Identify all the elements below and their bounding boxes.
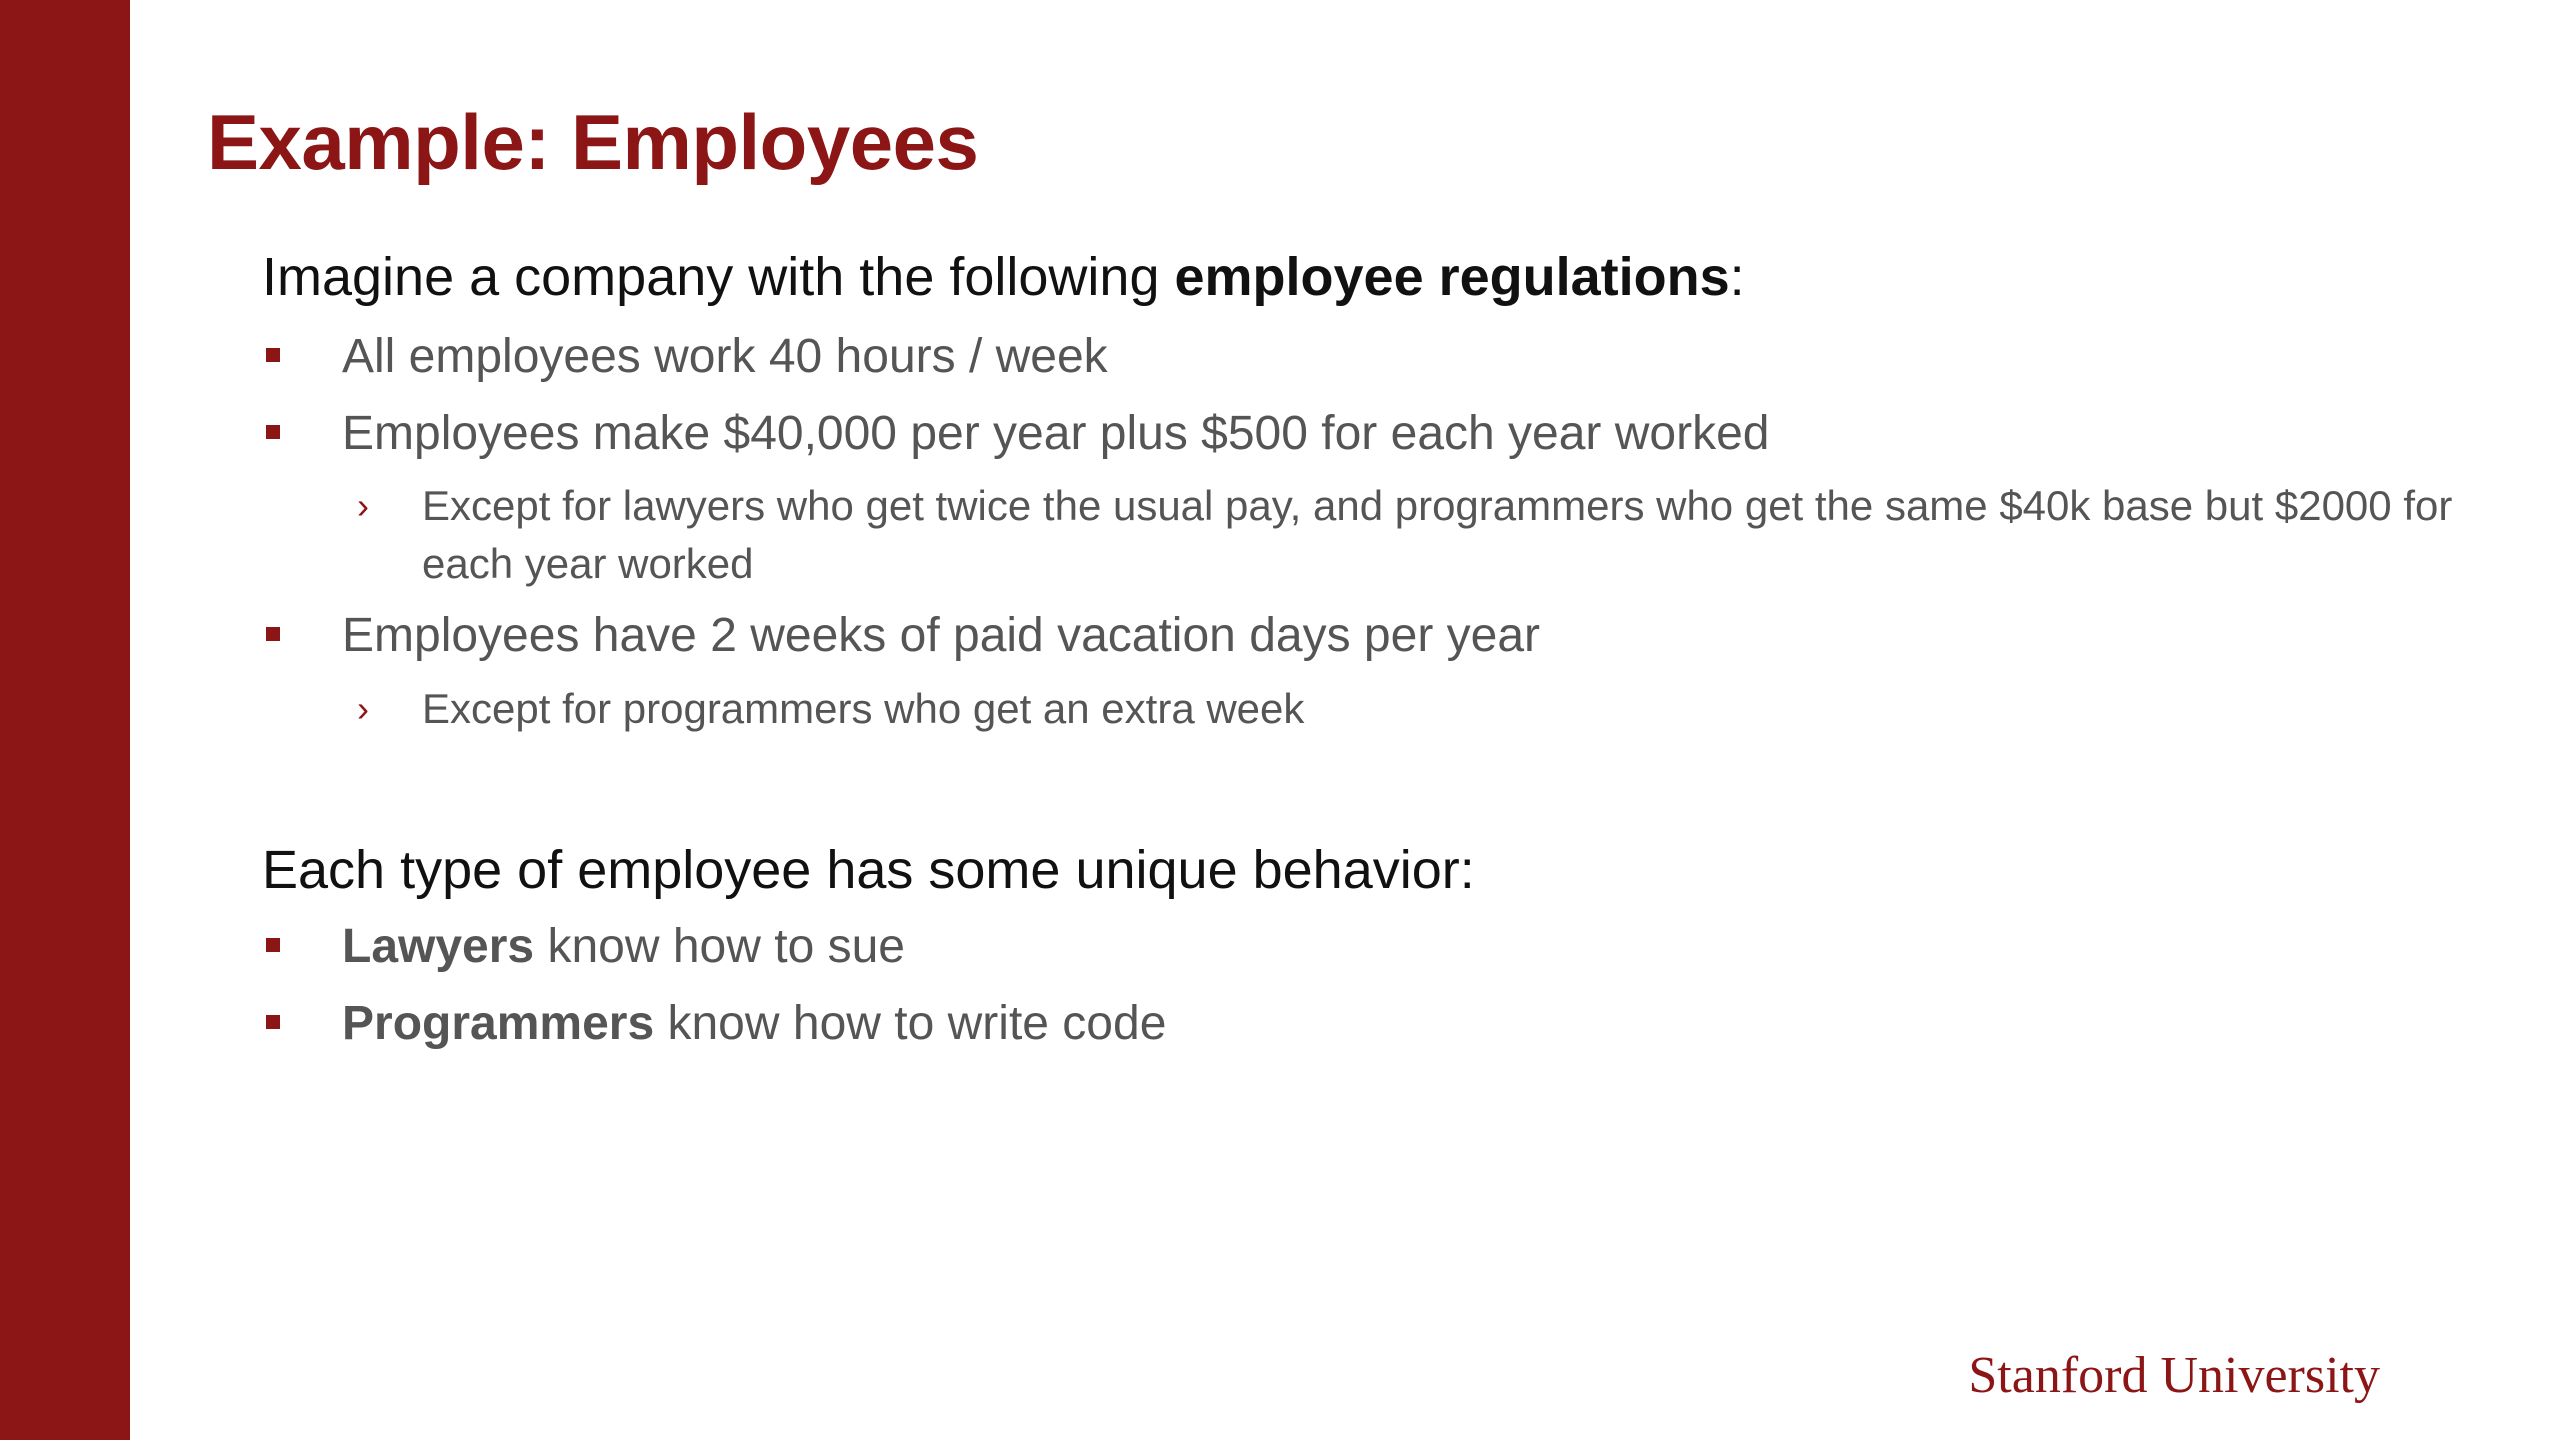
heading-punctuation: :: [1729, 247, 1745, 307]
square-bullet-icon: [266, 425, 280, 439]
list-item: [262, 995, 2462, 1054]
bullet-bold-text: Lawyers: [342, 920, 535, 973]
list-item: [262, 405, 2462, 464]
bullet-text: Employees have 2 weeks of paid vacation days per year: [342, 609, 1541, 662]
sub-bullet-text: Except for lawyers who get twice the usual pay, and programmers who get the same $40k base but $2000 for each year worked: [422, 482, 2453, 588]
heading-bold-text: employee regulations: [1174, 247, 1730, 307]
square-bullet-icon: [266, 1015, 280, 1029]
heading-text: Imagine a company with the following: [262, 247, 1175, 307]
sub-list-item: [262, 477, 2462, 593]
bullet-bold-text: Programmers: [342, 996, 655, 1050]
section-heading-behavior: Each type of employee has some unique behavior:: [262, 840, 1475, 900]
bullet-text: All employees work 40 hours / week: [342, 330, 1108, 383]
slide-title: Example: Employees: [207, 98, 979, 186]
square-bullet-icon: [266, 938, 280, 952]
chevron-right-icon: ›: [357, 485, 369, 527]
behavior-list: [262, 918, 2462, 1071]
left-accent-bar: [0, 0, 130, 1440]
sub-bullet-text: Except for programmers who get an extra week: [422, 684, 1305, 732]
bullet-text: know how to sue: [534, 920, 905, 973]
square-bullet-icon: [266, 348, 280, 362]
chevron-right-icon: ›: [357, 687, 369, 729]
list-item: [262, 607, 2462, 666]
regulations-list: [262, 328, 2462, 752]
sub-list-item: [262, 680, 2462, 738]
bullet-text: know how to write code: [654, 996, 1167, 1050]
bullet-text: Employees make $40,000 per year plus $500 for each year worked: [342, 406, 1770, 460]
list-item: [262, 918, 2462, 977]
list-item: [262, 328, 2462, 387]
section-heading-regulations: [262, 245, 1745, 310]
square-bullet-icon: [266, 627, 280, 641]
stanford-wordmark: Stanford University: [1968, 1347, 2380, 1404]
